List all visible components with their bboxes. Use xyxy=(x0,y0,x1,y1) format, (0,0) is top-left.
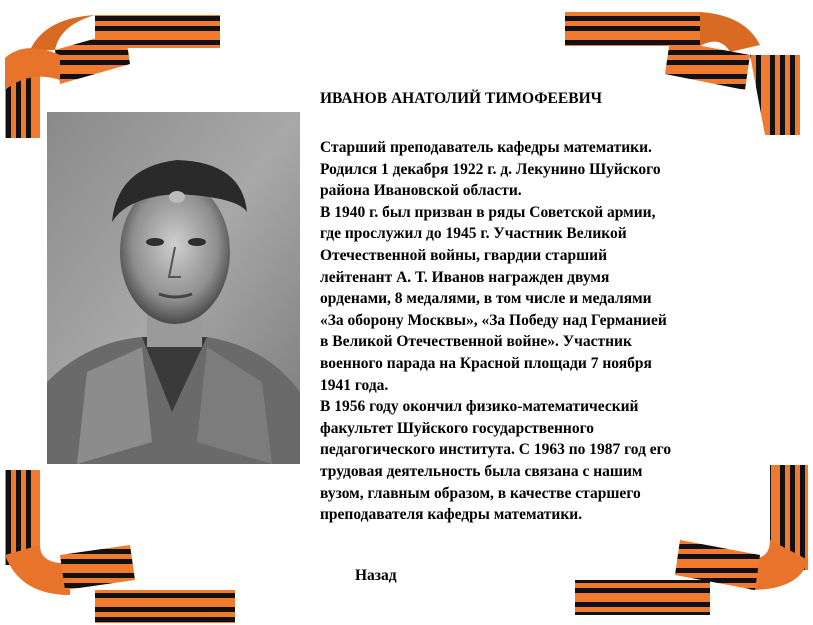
bio-line: 1941 года. xyxy=(320,376,389,394)
bio-line: Отечественной войны, гвардии старший xyxy=(320,246,608,264)
bio-line: факультет Шуйского государственного xyxy=(320,419,594,437)
bio-line: «За оборону Москвы», «За Победу над Германией xyxy=(320,311,667,329)
biography-text xyxy=(320,137,740,526)
ribbon-top-right xyxy=(560,0,813,145)
bio-line: вузом, главным образом, в качестве старшего xyxy=(320,484,641,502)
bio-line: в Великой Отечественной войне». Участник xyxy=(320,333,632,351)
bio-line: преподавателя кафедры математики. xyxy=(320,506,583,524)
bio-line: орденами, 8 медалями, в том числе и медалями xyxy=(320,290,652,308)
bio-line: военного парада на Красной площади 7 ноября xyxy=(320,354,652,372)
bio-line: В 1956 году окончил физико-математический xyxy=(320,398,639,416)
ribbon-bottom-left xyxy=(0,465,250,625)
bio-line: трудовая деятельность была связана с нашим xyxy=(320,462,643,480)
bio-line: Родился 1 декабря 1922 г. д. Лекунино Шуйского xyxy=(320,160,661,178)
portrait-photo xyxy=(47,112,300,464)
back-link[interactable]: Назад xyxy=(355,567,397,584)
bio-line: Старший преподаватель кафедры математики. xyxy=(320,139,652,156)
bio-line: педагогического института. С 1963 по 1987 год его xyxy=(320,441,672,459)
bio-line: где прослужил до 1945 г. Участник Великой xyxy=(320,225,627,243)
bio-line: В 1940 г. был призван в ряды Советской армии, xyxy=(320,203,656,221)
bio-line: лейтенант А. Т. Иванов награжден двумя xyxy=(320,268,610,286)
person-name-heading: ИВАНОВ АНАТОЛИЙ ТИМОФЕЕВИЧ xyxy=(320,90,603,107)
bio-line: района Ивановской области. xyxy=(320,182,522,200)
